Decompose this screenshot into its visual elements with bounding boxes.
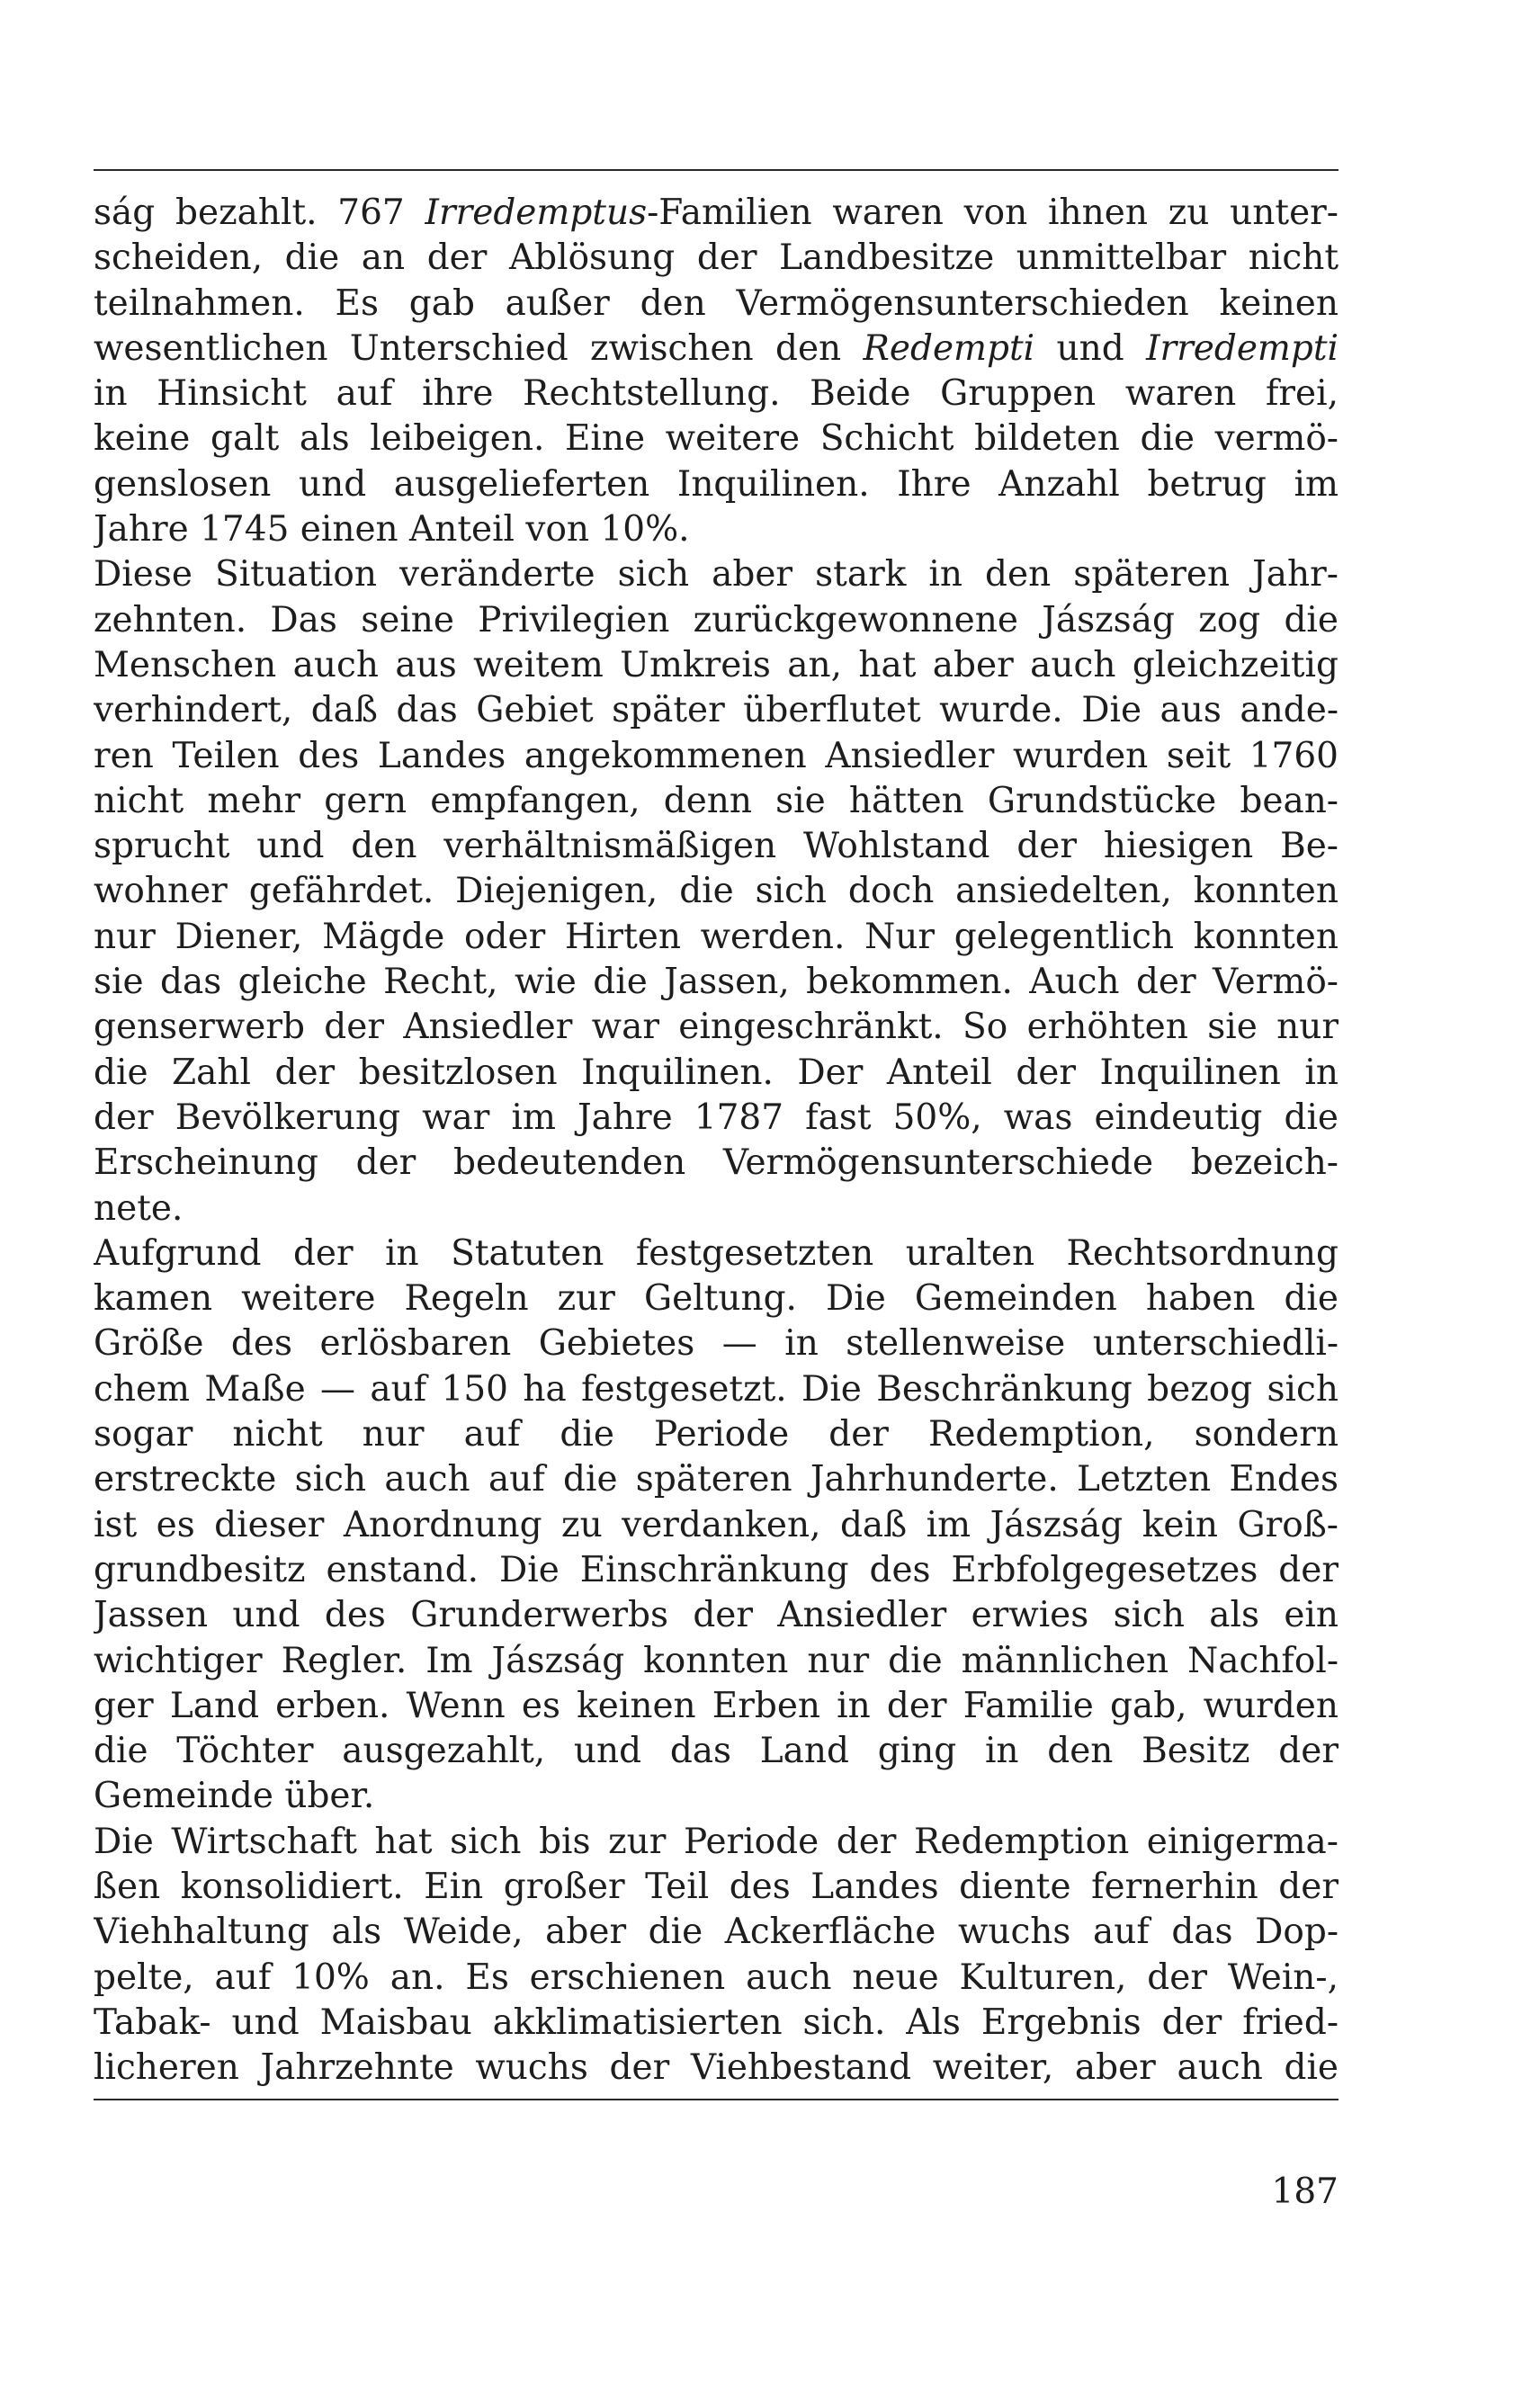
text-line <box>94 688 1339 733</box>
text-line <box>94 1684 1339 1729</box>
text-run: der Bevölkerung war im Jahre 1787 fast 50%, was eindeutig die <box>94 1097 1339 1138</box>
text-line <box>94 462 1339 507</box>
text-run: in Hinsicht auf ihre Rechtstellung. Beide Gruppen waren frei, <box>94 373 1339 415</box>
text-run: teilnahmen. Es gab außer den Vermögensunterschieden keinen <box>94 282 1339 324</box>
text-run: Jassen und des Grunderwerbs der Ansiedler erwies sich als ein <box>94 1595 1339 1636</box>
text-line <box>94 2046 1339 2091</box>
text-run: Tabak- und Maisbau akklimatisierten sich. Als Ergebnis der fried- <box>94 2001 1339 2043</box>
text-run: ßen konsolidiert. Ein großer Teil des Landes diente fernerhin der <box>94 1866 1339 1907</box>
text-line <box>94 282 1339 327</box>
text-run: die Zahl der besitzlosen Inquilinen. Der Anteil der Inquilinen in <box>94 1052 1339 1093</box>
text-line <box>94 824 1339 869</box>
text-line <box>94 960 1339 1005</box>
text-line <box>94 416 1339 461</box>
text-run: zehnten. Das seine Privilegien zurückgewonnene Jászság zog die <box>94 599 1339 640</box>
text-run: sogar nicht nur auf die Periode der Redemption, sondern <box>94 1414 1339 1455</box>
text-run: sprucht und den verhältnismäßigen Wohlstand der hiesigen Be- <box>94 826 1339 867</box>
header-rule <box>94 169 1339 171</box>
text-line <box>94 1367 1339 1412</box>
footer-rule <box>94 2099 1339 2100</box>
text-line <box>94 1051 1339 1096</box>
text-run: ren Teilen des Landes angekommenen Ansiedler wurden seit 1760 <box>94 735 1339 776</box>
text-line <box>94 1276 1339 1321</box>
text-run: wesentlichen Unterschied zwischen den <box>94 327 864 369</box>
text-run: Viehhaltung als Weide, aber die Ackerfläche wuchs auf das Dop- <box>94 1912 1339 1953</box>
text-run: verhindert, daß das Gebiet später überflutet wurde. Die aus ande- <box>94 690 1339 731</box>
text-run: nete. <box>94 1187 184 1229</box>
text-run: licheren Jahrzehnte wuchs der Viehbestand weiter, aber auch die <box>94 2047 1339 2089</box>
text-line <box>94 734 1339 779</box>
text-line <box>94 372 1339 416</box>
italic-term: Redempti <box>863 327 1035 369</box>
text-line <box>94 507 1339 552</box>
text-run: ger Land erben. Wenn es keinen Erben in der Familie gab, wurden <box>94 1685 1339 1726</box>
text-line <box>94 1820 1339 1865</box>
text-line <box>94 1321 1339 1366</box>
text-run: Jahre 1745 einen Anteil von 10%. <box>94 509 690 551</box>
text-line <box>94 1548 1339 1593</box>
text-line <box>94 327 1339 372</box>
text-run: chem Maße — auf 150 ha festgesetzt. Die Beschränkung bezog sich <box>94 1368 1339 1410</box>
text-run: Diese Situation veränderte sich aber stark in den späteren Jahr- <box>94 554 1339 596</box>
text-line <box>94 1141 1339 1186</box>
text-run: Größe des erlösbaren Gebietes — in stellenweise unterschiedli- <box>94 1323 1339 1365</box>
text-run: grundbesitz enstand. Die Einschränkung des Erbfolgegesetzes der <box>94 1549 1339 1590</box>
text-line <box>94 1187 1339 1231</box>
italic-term: Irredemptus <box>425 193 648 233</box>
text-line <box>94 1910 1339 1955</box>
text-run: sie das gleiche Recht, wie die Jassen, bekommen. Auch der Vermö- <box>94 962 1339 1003</box>
text-run: ist es dieser Anordnung zu verdanken, daß im Jászság kein Groß- <box>94 1504 1339 1545</box>
text-line <box>94 191 1339 236</box>
text-run: nur Diener, Mägde oder Hirten werden. Nur gelegentlich konnten <box>94 916 1339 957</box>
text-run: keine galt als leibeigen. Eine weitere Schicht bildeten die vermö- <box>94 418 1339 460</box>
text-run: wohner gefährdet. Diejenigen, die sich doch ansiedelten, konnten <box>94 871 1339 912</box>
text-line <box>94 552 1339 597</box>
body-text <box>94 191 1339 2091</box>
text-line <box>94 779 1339 824</box>
text-run: erstreckte sich auch auf die späteren Jahrhunderte. Letzten Endes <box>94 1459 1339 1500</box>
text-line <box>94 1593 1339 1638</box>
text-line <box>94 1774 1339 1819</box>
text-line <box>94 1503 1339 1548</box>
text-line <box>94 1956 1339 2001</box>
text-line <box>94 1096 1339 1141</box>
text-run: und <box>1034 327 1147 369</box>
text-run: wichtiger Regler. Im Jászság konnten nur die männlichen Nachfol- <box>94 1640 1339 1681</box>
text-run: die Töchter ausgezahlt, und das Land ging in den Besitz der <box>94 1731 1339 1772</box>
text-run: pelte, auf 10% an. Es erschienen auch neue Kulturen, der Wein-, <box>94 1957 1339 1998</box>
text-line <box>94 598 1339 643</box>
page-number: 187 <box>1271 2172 1339 2212</box>
text-run: Menschen auch aus weitem Umkreis an, hat aber auch gleichzeitig <box>94 644 1339 685</box>
text-run: Gemeinde über. <box>94 1776 375 1817</box>
text-run: kamen weitere Regeln zur Geltung. Die Gemeinden haben die <box>94 1278 1339 1320</box>
text-line <box>94 236 1339 281</box>
text-line <box>94 1865 1339 1910</box>
text-run: genslosen und ausgelieferten Inquilinen. Ihre Anzahl betrug im <box>94 463 1339 505</box>
text-line <box>94 869 1339 914</box>
text-line <box>94 1231 1339 1276</box>
text-run: ság bezahlt. 767 <box>94 193 425 233</box>
italic-term: Irredempti <box>1146 327 1339 369</box>
text-line <box>94 1457 1339 1502</box>
text-line <box>94 1412 1339 1457</box>
text-run: -Familien waren von ihnen zu unter- <box>647 193 1339 233</box>
text-line <box>94 2001 1339 2046</box>
text-line <box>94 1639 1339 1684</box>
text-run: genserwerb der Ansiedler war eingeschränkt. So erhöhten sie nur <box>94 1007 1339 1048</box>
text-run: Die Wirtschaft hat sich bis zur Periode der Redemption einigerma- <box>94 1821 1339 1862</box>
text-line <box>94 1005 1339 1050</box>
text-run: scheiden, die an der Ablösung der Landbesitze unmittelbar nicht <box>94 237 1339 279</box>
text-line <box>94 1729 1339 1774</box>
text-line <box>94 915 1339 960</box>
text-run: nicht mehr gern empfangen, denn sie hätten Grundstücke bean- <box>94 780 1339 821</box>
text-line <box>94 643 1339 688</box>
text-run: Aufgrund der in Statuten festgesetzten uralten Rechtsordnung <box>94 1232 1339 1274</box>
text-run: Erscheinung der bedeutenden Vermögensunterschiede bezeich- <box>94 1142 1339 1184</box>
